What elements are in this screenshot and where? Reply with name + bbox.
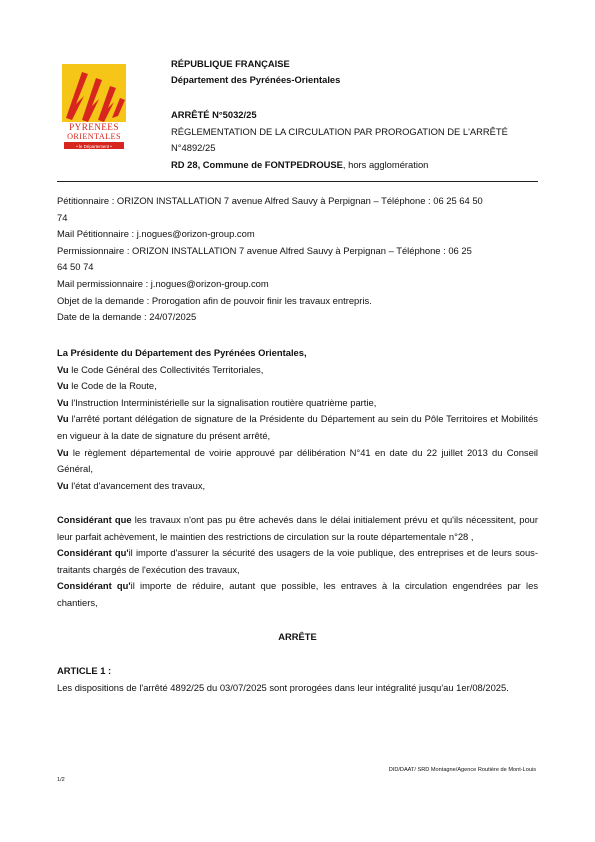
considerant-item: Considérant que les travaux n'ont pas pu être achevés dans le délai initialement prévu et qu'ils nécessitent, pour leur parfait achèvement, le maintien des restrictions de circulation sur la route départementale n°28 , [57,514,539,542]
road-name: RD 28, Commune de FONTPEDROUSE [171,159,343,170]
reglementation-title: RÉGLEMENTATION DE LA CIRCULATION PAR PROROGATION DE L'ARRÊTÉ [171,126,508,137]
mail-permissionnaire: Mail permissionnaire : j.nogues@orizon-group.com [57,277,269,289]
considerant-item: Considérant qu'il importe d'assurer la sécurité des usagers de la voie publique, des entreprises et de leurs sous-traitants chargés de l'exécution des travaux, [57,547,538,575]
visa-item: Vu l'état d'avancement des travaux, [57,479,206,491]
date-demande: Date de la demande : 24/07/2025 [57,311,197,323]
departement-logo [62,64,126,150]
request-info [57,193,538,326]
petitionnaire-line-2: 74 [57,211,68,223]
considerant-item: Considérant qu'il importe de réduire, autant que possible, les entraves à la circulation engendrées par les chantiers, [57,580,539,608]
road-location [171,157,541,174]
permissionnaire-line-2: 64 50 74 [57,261,94,273]
article-1-title: ARTICLE 1 : [57,665,112,676]
article-1-text: Les dispositions de l'arrêté 4892/25 du 03/07/2025 sont prorogées dans leur intégralité jusqu'au 1er/08/2025. [57,682,509,693]
visas-section [57,345,538,494]
department-label: Département des Pyrénées-Orientales [171,74,341,85]
page-number: 1/2 [57,777,65,783]
logo-text-1: PYRENEES [69,122,119,132]
mail-petitionnaire: Mail Pétitionnaire : j.nogues@orizon-group.com [57,228,255,240]
logo-text-3: • le Département • [76,143,112,149]
considerants-section [57,512,538,612]
presidente-line: La Présidente du Département des Pyrénées Orientales, [57,347,307,358]
visa-item: Vu le Code de la Route, [57,380,157,392]
visa-item: Vu le règlement départemental de voirie approuvé par délibération N°41 en date du 22 juillet 2013 du Conseil Général, [57,446,538,475]
objet-demande: Objet de la demande : Prorogation afin de pouvoir finir les travaux entrepris. [57,294,372,306]
footer-service: DID/DAAT/ SRD Montagne/Agence Routière de Mont-Louis [388,767,536,773]
republic-label: RÉPUBLIQUE FRANÇAISE [171,58,290,69]
header-divider [57,181,538,182]
permissionnaire-line-1: Permissionnaire : ORIZON INSTALLATION 7 avenue Alfred Sauvy à Perpignan – Téléphone : 06 25 [57,244,472,256]
logo-graphic [62,64,126,150]
arrete-heading: ARRÊTE [278,631,317,642]
petitionnaire-line-1: Pétitionnaire : ORIZON INSTALLATION 7 avenue Alfred Sauvy à Perpignan – Téléphone : 06 25 64 50 [57,195,483,206]
logo-text-2: ORIENTALES [67,132,121,141]
arrete-number: ARRÊTÉ N°5032/25 [171,109,257,120]
visa-item: Vu le Code Général des Collectivités Territoriales, [57,363,264,375]
visa-item: Vu l'arrêté portant délégation de signature de la Présidente du Département au sein du Pôle Territoires et Mobilités en vigueur à la date de signature du présent arrêté, [57,413,538,441]
visa-item: Vu l'Instruction Interministérielle sur la signalisation routière quatrième partie, [57,396,377,408]
road-context: , hors agglomération [342,159,429,170]
reglementation-title-2: N°4892/25 [171,142,216,153]
